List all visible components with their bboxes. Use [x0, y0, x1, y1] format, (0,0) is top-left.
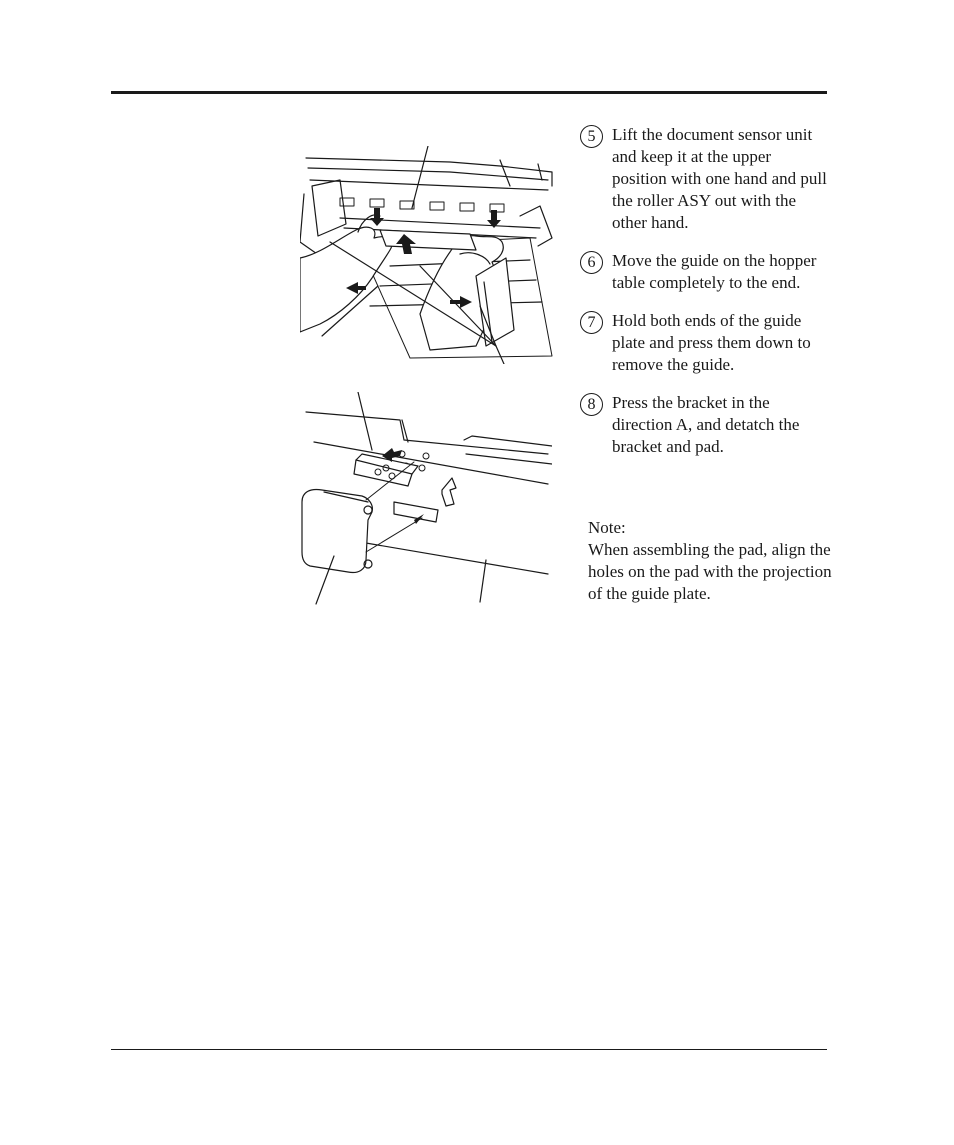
- note-block: [588, 517, 838, 605]
- step-number: 6: [580, 251, 603, 274]
- step-text: Move the guide on the hopper table completely to the end.: [612, 251, 817, 292]
- step-number: 7: [580, 311, 603, 334]
- step-text: Lift the document sensor unit and keep it at the upper position with one hand and pull the roller ASY out with the other hand.: [612, 125, 827, 232]
- step-6: [580, 250, 830, 294]
- step-number: 8: [580, 393, 603, 416]
- step-number: 5: [580, 125, 603, 148]
- step-5: [580, 124, 830, 234]
- header-rule: [111, 91, 827, 94]
- step-text: Hold both ends of the guide plate and press them down to remove the guide.: [612, 311, 811, 374]
- note-body: When assembling the pad, align the holes on the pad with the projection of the guide plate.: [588, 540, 832, 603]
- footer-rule: [111, 1049, 827, 1050]
- bracket-pad-illustration-icon: [296, 392, 552, 606]
- roller-removal-illustration-icon: [300, 146, 558, 364]
- note-title: Note:: [588, 518, 626, 537]
- step-text: Press the bracket in the direction A, and detatch the bracket and pad.: [612, 393, 800, 456]
- step-8: [580, 392, 830, 458]
- step-list: [580, 124, 830, 474]
- step-7: [580, 310, 830, 376]
